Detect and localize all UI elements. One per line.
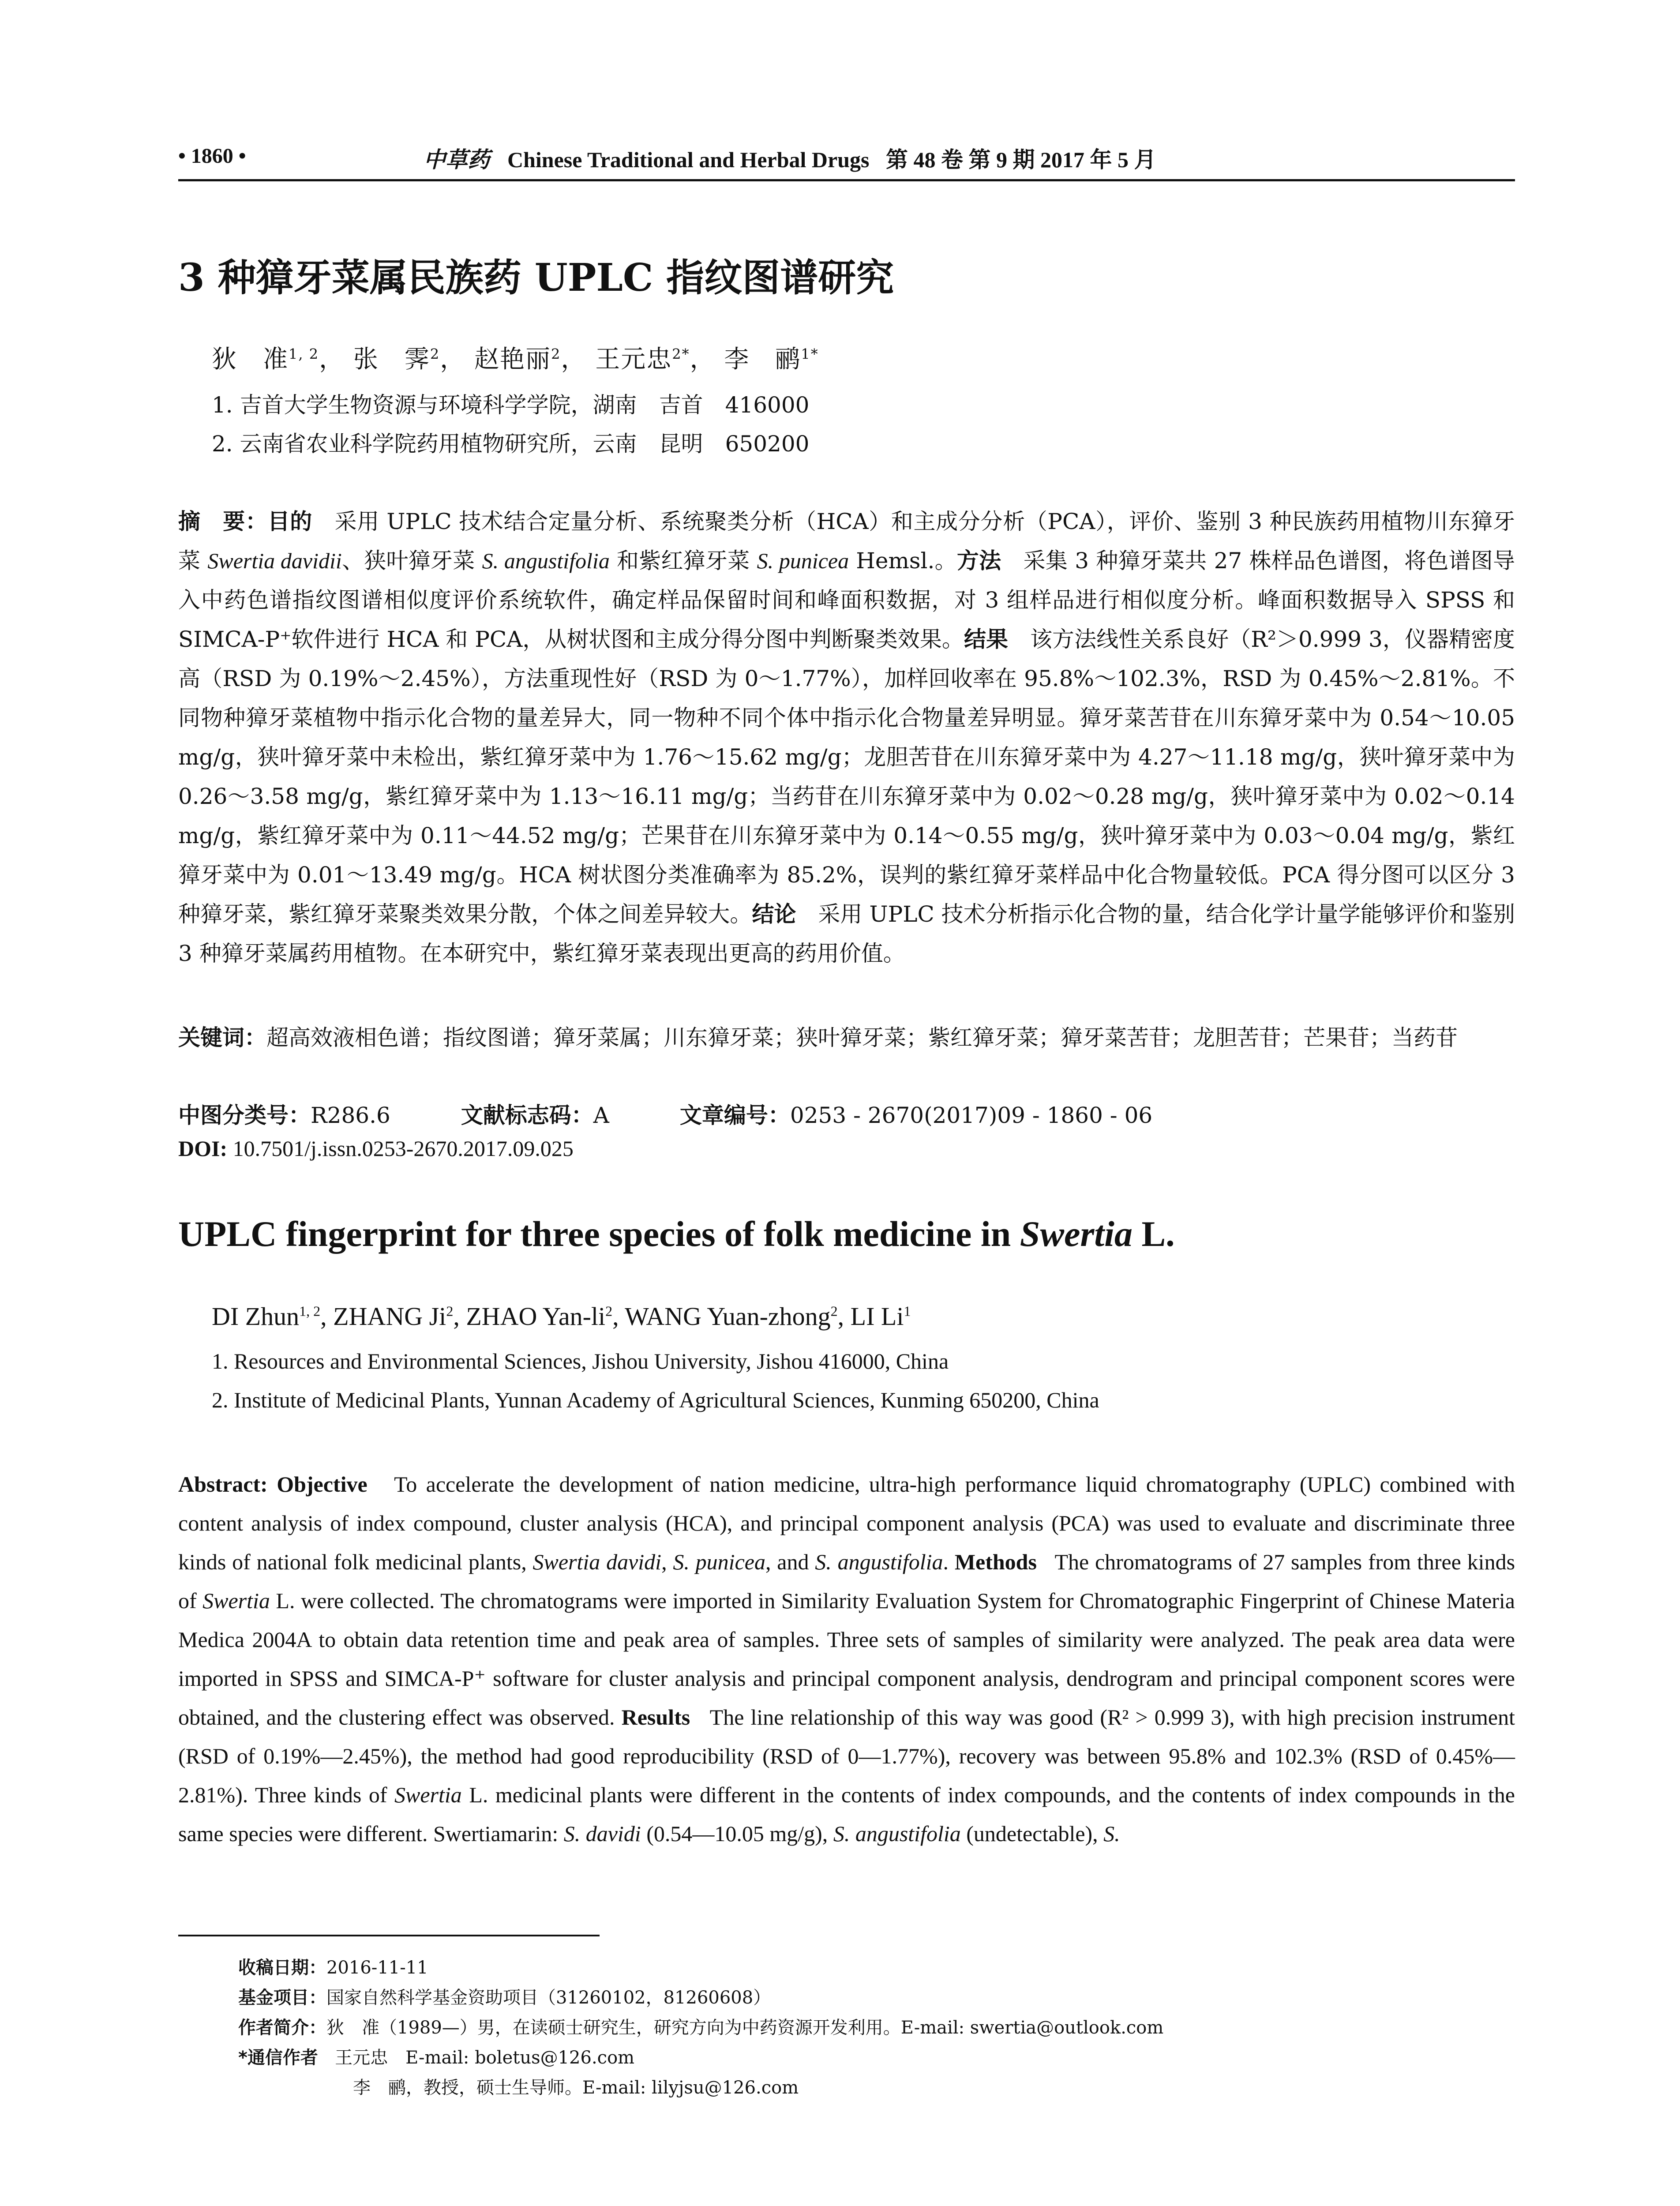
results-text: 该方法线性关系良好（R²＞0.999 3，仪器精密度高（RSD 为 0.19%～2.45%），方法重现性好（RSD 为 0～1.77%），加样回收率在 95.8%～102.3%，RSD 为 0.45%～2.81%。不同物种獐牙菜植物中指示化合物的量差异大，同一物种不同个体中指示化合物量差异明显。獐牙菜苦苷在川东獐牙菜中为 0.54～10.05 mg/g，狭叶獐牙菜中未检出，紫红獐牙菜中为 1.76～15.62 mg/g；龙胆苦苷在川东獐牙菜中为 4.27～11.18 mg/g，狭叶獐牙菜中为 0.26～3.58 mg/g，紫红獐牙菜中为 1.13～16.11 mg/g；当药苷在川东獐牙菜中为 0.02～0.28 mg/g，狭叶獐牙菜中为 0.02～0.14 mg/g，紫红獐牙菜中为 0.11～44.52 mg/g；芒果苷在川东獐牙菜中为 0.14～0.55 mg/g，狭叶獐牙菜中为 0.03～0.04 mg/g，紫红獐牙菜中为 0.01～13.49 mg/g。HCA 树状图分类准确率为 85.2%，误判的紫红獐牙菜样品中化合物量较低。PCA 得分图可以区分 3 种獐牙菜，紫红獐牙菜聚类效果分散，个体之间差异较大。 bbox=[178, 627, 1515, 927]
objective-text: , bbox=[661, 1549, 673, 1574]
author-sup: 2* bbox=[672, 345, 690, 363]
objective-label: 目的 bbox=[267, 509, 312, 534]
author-sup: 1* bbox=[801, 345, 819, 363]
title-cn: 3 种獐牙菜属民族药 UPLC 指纹图谱研究 bbox=[178, 255, 894, 300]
author-sup: 1, 2 bbox=[299, 1303, 321, 1319]
objective-text: . bbox=[943, 1549, 949, 1574]
affiliation-en: 2. Institute of Medicinal Plants, Yunnan Academy of Agricultural Sciences, Kunming 650200, China bbox=[212, 1388, 1099, 1412]
species-name: S. punicea bbox=[757, 548, 849, 573]
results-text: The line relationship of this way was good (R² > 0.999 3), with high precision instrument (RSD of 0.19%—2.45%), the method had good reproducibility (RSD of 0—1.77%), recovery was between 95.8% and 102.3% (RSD of 0.45%—2.81%). Three kinds of bbox=[178, 1705, 1515, 1807]
species-name: Swertia davidii bbox=[207, 548, 342, 573]
title-en-text: UPLC fingerprint for three species of folk medicine in bbox=[178, 1214, 1020, 1254]
author-sup: 2 bbox=[446, 1303, 454, 1319]
conclusion-text: 采用 UPLC 技术分析指示化合物的量，结合化学计量学能够评价和鉴别 3 种獐牙菜属药用植物。在本研究中，紫红獐牙菜表现出更高的药用价值。 bbox=[178, 901, 1515, 966]
footnote-text: 2016-11-11 bbox=[326, 1958, 428, 1978]
objective-label: Objective bbox=[277, 1472, 368, 1497]
doi-line bbox=[178, 1136, 574, 1161]
results-label: Results bbox=[621, 1705, 690, 1730]
footnote-label: *通信作者 bbox=[238, 2048, 318, 2068]
author-sup: 2 bbox=[551, 345, 561, 363]
footnote-corresponding bbox=[238, 2044, 634, 2069]
methods-text: L. were collected. The chromatograms were imported in Similarity Evaluation System for Chromatographic Fingerprint of Chinese Materia Medica 2004A to obtain data retention time and peak area of samples. Three sets of samples of similarity were analyzed. The peak area data were imported in SPSS and SIMCA-P⁺ software for cluster analysis and principal component analysis, dendrogram and principal component scores were obtained, and the clustering effect was observed. bbox=[178, 1588, 1515, 1730]
authors-cn: 狄 准$^{1, 2}$， 张 霁$^2$， 赵艳丽$^2$， 王元忠$^{2*}$， 李 鹂$^{1*}$ bbox=[212, 345, 819, 374]
affiliation-cn: 1. 吉首大学生物资源与环境科学学院，湖南 吉首 416000 bbox=[212, 392, 810, 418]
title-en-text: L. bbox=[1132, 1214, 1175, 1254]
footnote-author bbox=[238, 2014, 1163, 2039]
author-en: DI Zhun bbox=[212, 1302, 300, 1331]
clc-value: R286.6 bbox=[311, 1103, 390, 1128]
methods-text: 采集 3 种獐牙菜共 27 株样品色谱图，将色谱图导入中药色谱指纹图谱相似度评价系统软件，确定样品保留时间和峰面积数据，对 3 组样品进行相似度分析。峰面积数据导入 SPSS 和 SIMCA-P⁺软件进行 HCA 和 PCA，从树状图和主成分得分图中判断聚类效果。 bbox=[178, 548, 1515, 652]
issue-info: 第 48 卷 第 9 期 2017 年 5 月 bbox=[885, 147, 1156, 172]
author-en: ZHANG Ji bbox=[333, 1302, 446, 1331]
author-cn: 李 鹂 bbox=[724, 345, 801, 374]
species-name: S. angustifolia bbox=[815, 1549, 943, 1574]
journal-name-cn: 中草药 bbox=[424, 146, 490, 173]
title-en-genus: Swertia bbox=[1020, 1214, 1132, 1254]
author-sup: 1, 2 bbox=[289, 345, 319, 363]
author-en: LI Li bbox=[850, 1302, 904, 1331]
footnote-fund bbox=[238, 1984, 771, 2009]
doi-value: 10.7501/j.issn.0253-2670.2017.09.025 bbox=[232, 1136, 574, 1161]
footnote-label: 作者简介： bbox=[238, 2018, 326, 2038]
author-cn: 狄 准 bbox=[212, 345, 289, 374]
results-text: (undetectable), bbox=[960, 1821, 1104, 1846]
doc-code-label: 文献标志码： bbox=[461, 1103, 593, 1128]
genus-name: Swertia bbox=[394, 1782, 462, 1807]
footnote-label: 收稿日期： bbox=[238, 1958, 326, 1978]
authors-en: DI Zhun$^{1, 2}$, ZHANG Ji$^2$, ZHAO Yan-$li^2$, WANG Yuan-zhong$^2$, LI Li$^1$ bbox=[212, 1302, 911, 1331]
abstract-en bbox=[178, 1465, 1515, 1853]
author-cn: 王元忠 bbox=[595, 345, 672, 374]
footnote-text: 国家自然科学基金资助项目（31260102，81260608） bbox=[326, 1988, 771, 2008]
author-en: WANG Yuan-zhong bbox=[625, 1302, 831, 1331]
objective-text: To accelerate the development of nation medicine, ultra-high performance liquid chromatography (UPLC) combined with content analysis of index compound, cluster analysis (HCA), and principal component analysis (PCA) was used to evaluate and discriminate three kinds of national folk medicinal plants, bbox=[178, 1472, 1515, 1574]
conclusion-label: 结论 bbox=[752, 901, 796, 927]
objective-text: , and bbox=[765, 1549, 815, 1574]
author-cn: 赵艳丽 bbox=[474, 345, 551, 374]
methods-text: The chromatograms of 27 samples from three kinds of bbox=[178, 1549, 1515, 1613]
article-no-value: 0253 - 2670(2017)09 - 1860 - 06 bbox=[790, 1103, 1153, 1128]
affiliation-en: 1. Resources and Environmental Sciences, Jishou University, Jishou 416000, China bbox=[212, 1349, 949, 1373]
footnote-label: 基金项目： bbox=[238, 1988, 326, 2008]
abstract-label: Abstract: bbox=[178, 1472, 268, 1497]
species-name: S. punicea bbox=[673, 1549, 765, 1574]
author-sup: 2 bbox=[430, 345, 440, 363]
affiliation-cn: 2. 云南省农业科学院药用植物研究所，云南 昆明 650200 bbox=[212, 431, 810, 457]
abstract-label: 摘 要： bbox=[178, 509, 268, 534]
species-name: Swertia davidi bbox=[532, 1549, 662, 1574]
objective-text: 和紫红獐牙菜 bbox=[609, 548, 757, 574]
keywords-cn bbox=[178, 1018, 1515, 1058]
methods-label: 方法 bbox=[956, 548, 1001, 574]
footnote-text: 王元忠 E-mail: boletus@126.com bbox=[335, 2048, 635, 2068]
methods-label: Methods bbox=[954, 1549, 1037, 1574]
doc-code-value: A bbox=[593, 1103, 609, 1128]
author-cn: 张 霁 bbox=[353, 345, 430, 374]
results-text: L. medicinal plants were different in the contents of index compounds, and the contents of index compounds in the same species were different. Swertiamarin: bbox=[178, 1782, 1515, 1846]
clc-label: 中图分类号： bbox=[178, 1103, 311, 1128]
abstract-cn bbox=[178, 502, 1515, 973]
footnote-corresponding-2: 李 鹂，教授，硕士生导师。E-mail: lilyjsu@126.com bbox=[353, 2078, 799, 2098]
running-header bbox=[424, 142, 1156, 174]
footnote-rule bbox=[178, 1935, 600, 1936]
genus-name: Swertia bbox=[202, 1588, 270, 1613]
objective-text: Hemsl.。 bbox=[849, 548, 957, 574]
title-en bbox=[178, 1213, 1175, 1255]
page-number: • 1860 • bbox=[178, 144, 246, 168]
classification-line bbox=[178, 1098, 1152, 1129]
footnote-text: 狄 准（1989—）男，在读硕士研究生，研究方向为中药资源开发利用。E-mail: swertia@outlook.com bbox=[326, 2018, 1164, 2038]
author-en: ZHAO Yan-li bbox=[466, 1302, 606, 1331]
header-rule bbox=[178, 179, 1515, 181]
journal-name-en: Chinese Traditional and Herbal Drugs bbox=[507, 147, 870, 172]
article-no-label: 文章编号： bbox=[679, 1103, 790, 1128]
results-label: 结果 bbox=[964, 627, 1008, 652]
author-sup: 1 bbox=[904, 1303, 911, 1319]
species-name: S. angustifolia bbox=[482, 548, 610, 573]
objective-text: 采用 UPLC 技术结合定量分析、系统聚类分析（HCA）和主成分分析（PCA），评价、鉴别 3 种民族药用植物川东獐牙菜 bbox=[178, 509, 1515, 574]
species-name: S. bbox=[1103, 1821, 1120, 1846]
results-text: (0.54—10.05 mg/g), bbox=[641, 1821, 833, 1846]
author-sup: 2 bbox=[605, 1303, 613, 1319]
species-name: S. davidi bbox=[563, 1821, 641, 1846]
objective-text: 、狭叶獐牙菜 bbox=[341, 548, 482, 574]
keywords-text: 超高效液相色谱；指纹图谱；獐牙菜属；川东獐牙菜；狭叶獐牙菜；紫红獐牙菜；獐牙菜苦苷；龙胆苦苷；芒果苷；当药苷 bbox=[266, 1025, 1458, 1050]
keywords-label: 关键词： bbox=[178, 1025, 266, 1050]
footnote-received bbox=[238, 1954, 428, 1979]
doi-label: DOI: bbox=[178, 1136, 228, 1161]
author-sup: 2 bbox=[830, 1303, 838, 1319]
species-name: S. angustifolia bbox=[833, 1821, 961, 1846]
